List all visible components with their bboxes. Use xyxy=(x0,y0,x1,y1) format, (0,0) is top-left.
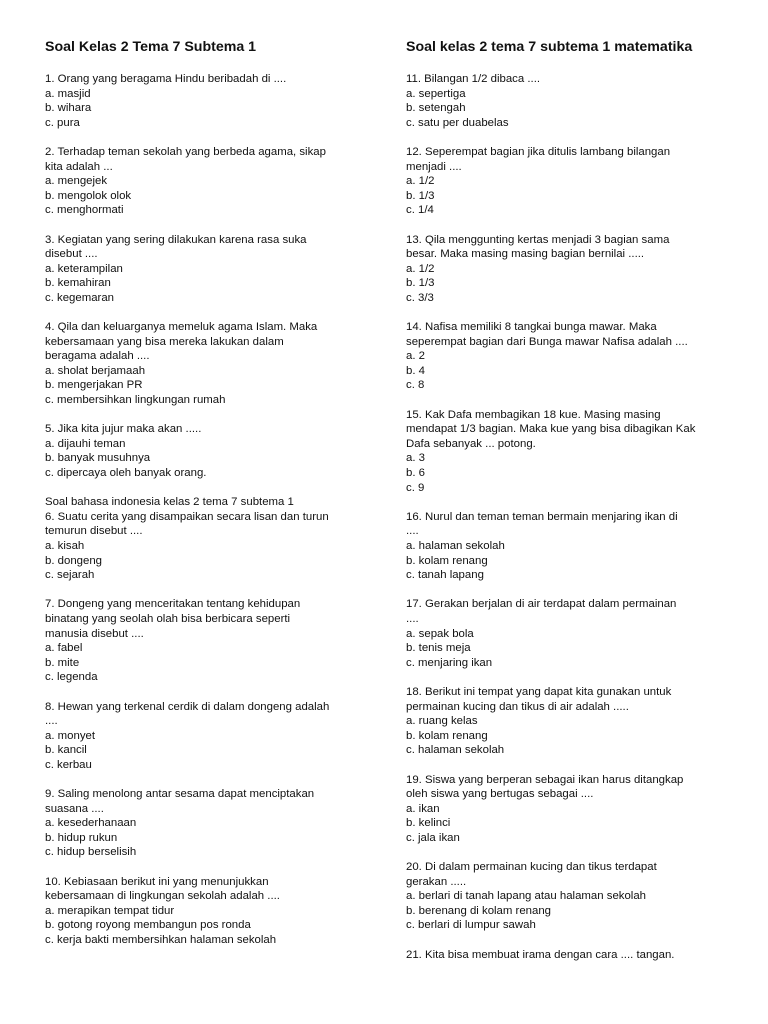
question-text-line: 17. Gerakan berjalan di air terdapat dalam permainan xyxy=(406,598,677,611)
question-text-line: suasana .... xyxy=(45,802,104,815)
question-text-line: 5. Jika kita jujur maka akan ..... xyxy=(45,423,202,436)
answer-option: b. kemahiran xyxy=(45,277,111,290)
answer-option: a. fabel xyxy=(45,642,83,655)
question-text-line: kebersamaan di lingkungan sekolah adalah .... xyxy=(45,890,280,903)
question-text-line: 12. Seperempat bagian jika ditulis lambang bilangan xyxy=(406,145,671,158)
answer-option: c. satu per duabelas xyxy=(406,116,509,129)
answer-option: b. 4 xyxy=(406,364,425,377)
answer-option: c. legenda xyxy=(45,671,98,684)
answer-option: c. sejarah xyxy=(45,569,95,582)
answer-option: a. sholat berjamaah xyxy=(45,364,146,377)
right-question-list xyxy=(406,72,736,962)
question-text-line: mendapat 1/3 bagian. Maka kue yang bisa dibagikan Kak xyxy=(406,423,696,436)
answer-option: c. kegemaran xyxy=(45,291,115,304)
question-item xyxy=(45,875,375,948)
answer-option: a. keterampilan xyxy=(45,262,123,275)
question-text-line: 11. Bilangan 1/2 dibaca .... xyxy=(406,73,541,85)
answer-option: c. kerbau xyxy=(45,758,92,771)
answer-option: a. halaman sekolah xyxy=(406,540,505,552)
answer-option: b. kolam renang xyxy=(406,729,488,742)
answer-option: c. menjaring ikan xyxy=(406,656,493,669)
question-text-line: kebersamaan yang bisa mereka lakukan dalam xyxy=(45,335,284,348)
question-text-line: 4. Qila dan keluarganya memeluk agama Islam. Maka xyxy=(45,321,318,334)
answer-option: a. monyet xyxy=(45,729,96,742)
question-item xyxy=(45,145,375,218)
question-item xyxy=(406,773,736,846)
question-text-line: binatang yang seolah olah bisa berbicara seperti xyxy=(45,612,291,625)
answer-option: a. mengejek xyxy=(45,175,108,188)
left-column xyxy=(45,38,375,962)
answer-option: c. jala ikan xyxy=(406,831,460,844)
answer-option: b. gotong royong membangun pos ronda xyxy=(45,919,251,932)
answer-option: b. berenang di kolam renang xyxy=(406,904,552,917)
answer-option: c. pura xyxy=(45,116,80,129)
question-text-line: Dafa sebanyak ... potong. xyxy=(406,437,536,450)
answer-option: c. 9 xyxy=(406,481,425,494)
question-text-line: seperempat bagian dari Bunga mawar Nafisa adalah .... xyxy=(406,335,688,348)
answer-option: a. 1/2 xyxy=(406,262,435,275)
question-item xyxy=(45,597,375,685)
answer-option: a. kisah xyxy=(45,540,85,552)
question-text-line: gerakan ..... xyxy=(406,875,467,888)
answer-option: b. mite xyxy=(45,656,80,669)
answer-option: a. sepak bola xyxy=(406,627,474,640)
left-question-list-2 xyxy=(45,510,375,948)
answer-option: b. hidup rukun xyxy=(45,831,118,844)
answer-option: b. 6 xyxy=(406,467,425,480)
question-text-line: .... xyxy=(45,715,58,728)
answer-option: b. kancil xyxy=(45,744,87,757)
question-item xyxy=(406,860,736,933)
question-text-line: oleh siswa yang bertugas sebagai .... xyxy=(406,788,594,801)
question-text-line: 6. Suatu cerita yang disampaikan secara lisan dan turun xyxy=(45,510,329,523)
question-item xyxy=(45,510,375,583)
question-text-line: permainan kucing dan tikus di air adalah ..... xyxy=(406,700,629,713)
answer-option: a. berlari di tanah lapang atau halaman sekolah xyxy=(406,890,647,903)
question-text-line: 8. Hewan yang terkenal cerdik di dalam dongeng adalah xyxy=(45,700,330,713)
question-text-line: beragama adalah .... xyxy=(45,350,150,363)
answer-option: c. berlari di lumpur sawah xyxy=(406,919,536,932)
question-text-line: manusia disebut .... xyxy=(45,627,144,640)
question-text-line: 14. Nafisa memiliki 8 tangkai bunga mawar. Maka xyxy=(406,321,657,334)
answer-option: c. halaman sekolah xyxy=(406,744,505,757)
question-text-line: disebut .... xyxy=(45,248,98,261)
right-title: Soal kelas 2 tema 7 subtema 1 matematika xyxy=(406,39,693,55)
question-text-line: 13. Qila menggunting kertas menjadi 3 bagian sama xyxy=(406,233,670,246)
answer-option: b. wihara xyxy=(45,102,92,115)
question-text-line: 3. Kegiatan yang sering dilakukan karena rasa suka xyxy=(45,233,307,246)
answer-option: c. tanah lapang xyxy=(406,569,484,582)
answer-option: c. dipercaya oleh banyak orang. xyxy=(45,467,207,480)
answer-option: b. mengerjakan PR xyxy=(45,379,143,392)
answer-option: b. tenis meja xyxy=(406,642,471,655)
answer-option: b. setengah xyxy=(406,102,466,115)
question-text-line: 2. Terhadap teman sekolah yang berbeda agama, sikap xyxy=(45,145,326,158)
bahasa-indonesia-subheading: Soal bahasa indonesia kelas 2 tema 7 subtema 1 xyxy=(45,496,294,509)
question-item xyxy=(406,597,736,670)
left-title: Soal Kelas 2 Tema 7 Subtema 1 xyxy=(45,39,257,55)
answer-option: b. banyak musuhnya xyxy=(45,452,151,465)
question-text-line: .... xyxy=(406,525,419,538)
question-text-line: 19. Siswa yang berperan sebagai ikan harus ditangkap xyxy=(406,773,684,786)
question-item xyxy=(406,145,736,218)
question-text-line: 7. Dongeng yang menceritakan tentang kehidupan xyxy=(45,598,301,611)
question-item xyxy=(45,72,375,130)
question-item xyxy=(45,700,375,773)
answer-option: b. 1/3 xyxy=(406,189,435,202)
question-item xyxy=(406,72,736,130)
answer-option: c. 3/3 xyxy=(406,291,434,304)
question-text-line: besar. Maka masing masing bagian bernilai ..... xyxy=(406,248,645,261)
question-item xyxy=(45,422,375,480)
answer-option: a. 2 xyxy=(406,350,425,363)
answer-option: a. ikan xyxy=(406,802,440,815)
question-item xyxy=(406,320,736,393)
answer-option: b. kolam renang xyxy=(406,554,488,567)
question-text-line: menjadi .... xyxy=(406,160,462,173)
answer-option: a. masjid xyxy=(45,87,91,100)
question-text-line: .... xyxy=(406,612,419,625)
answer-option: c. hidup berselisih xyxy=(45,846,137,859)
answer-option: c. kerja bakti membersihkan halaman sekolah xyxy=(45,934,277,947)
question-text-line: 20. Di dalam permainan kucing dan tikus terdapat xyxy=(406,861,657,874)
answer-option: c. membersihkan lingkungan rumah xyxy=(45,394,226,407)
answer-option: a. 3 xyxy=(406,452,425,465)
answer-option: b. mengolok olok xyxy=(45,189,132,202)
question-text-line: 16. Nurul dan teman teman bermain menjaring ikan di xyxy=(406,510,678,523)
question-item xyxy=(45,787,375,860)
right-column xyxy=(406,38,736,977)
question-text-line: 21. Kita bisa membuat irama dengan cara .... tangan. xyxy=(406,948,675,961)
question-text-line: 1. Orang yang beragama Hindu beribadah di .... xyxy=(45,73,287,85)
answer-option: c. 1/4 xyxy=(406,204,434,217)
answer-option: b. kelinci xyxy=(406,817,451,830)
question-item xyxy=(406,408,736,496)
question-item xyxy=(45,233,375,306)
question-text-line: temurun disebut .... xyxy=(45,525,143,538)
question-item xyxy=(406,948,736,963)
answer-option: b. 1/3 xyxy=(406,277,435,290)
answer-option: a. 1/2 xyxy=(406,175,435,188)
question-text-line: 18. Berikut ini tempat yang dapat kita gunakan untuk xyxy=(406,685,672,698)
question-item xyxy=(406,233,736,306)
question-text-line: 15. Kak Dafa membagikan 18 kue. Masing masing xyxy=(406,408,661,421)
left-question-list xyxy=(45,72,375,481)
question-text-line: 9. Saling menolong antar sesama dapat menciptakan xyxy=(45,788,315,801)
answer-option: c. menghormati xyxy=(45,204,124,217)
question-item xyxy=(406,685,736,758)
question-text-line: kita adalah ... xyxy=(45,160,113,173)
question-item xyxy=(45,320,375,408)
question-text-line: 10. Kebiasaan berikut ini yang menunjukkan xyxy=(45,875,269,888)
answer-option: a. merapikan tempat tidur xyxy=(45,904,175,917)
answer-option: a. kesederhanaan xyxy=(45,817,137,830)
question-item xyxy=(406,510,736,583)
answer-option: a. sepertiga xyxy=(406,87,466,100)
answer-option: b. dongeng xyxy=(45,554,103,567)
answer-option: a. dijauhi teman xyxy=(45,437,126,450)
answer-option: a. ruang kelas xyxy=(406,715,478,728)
answer-option: c. 8 xyxy=(406,379,425,392)
